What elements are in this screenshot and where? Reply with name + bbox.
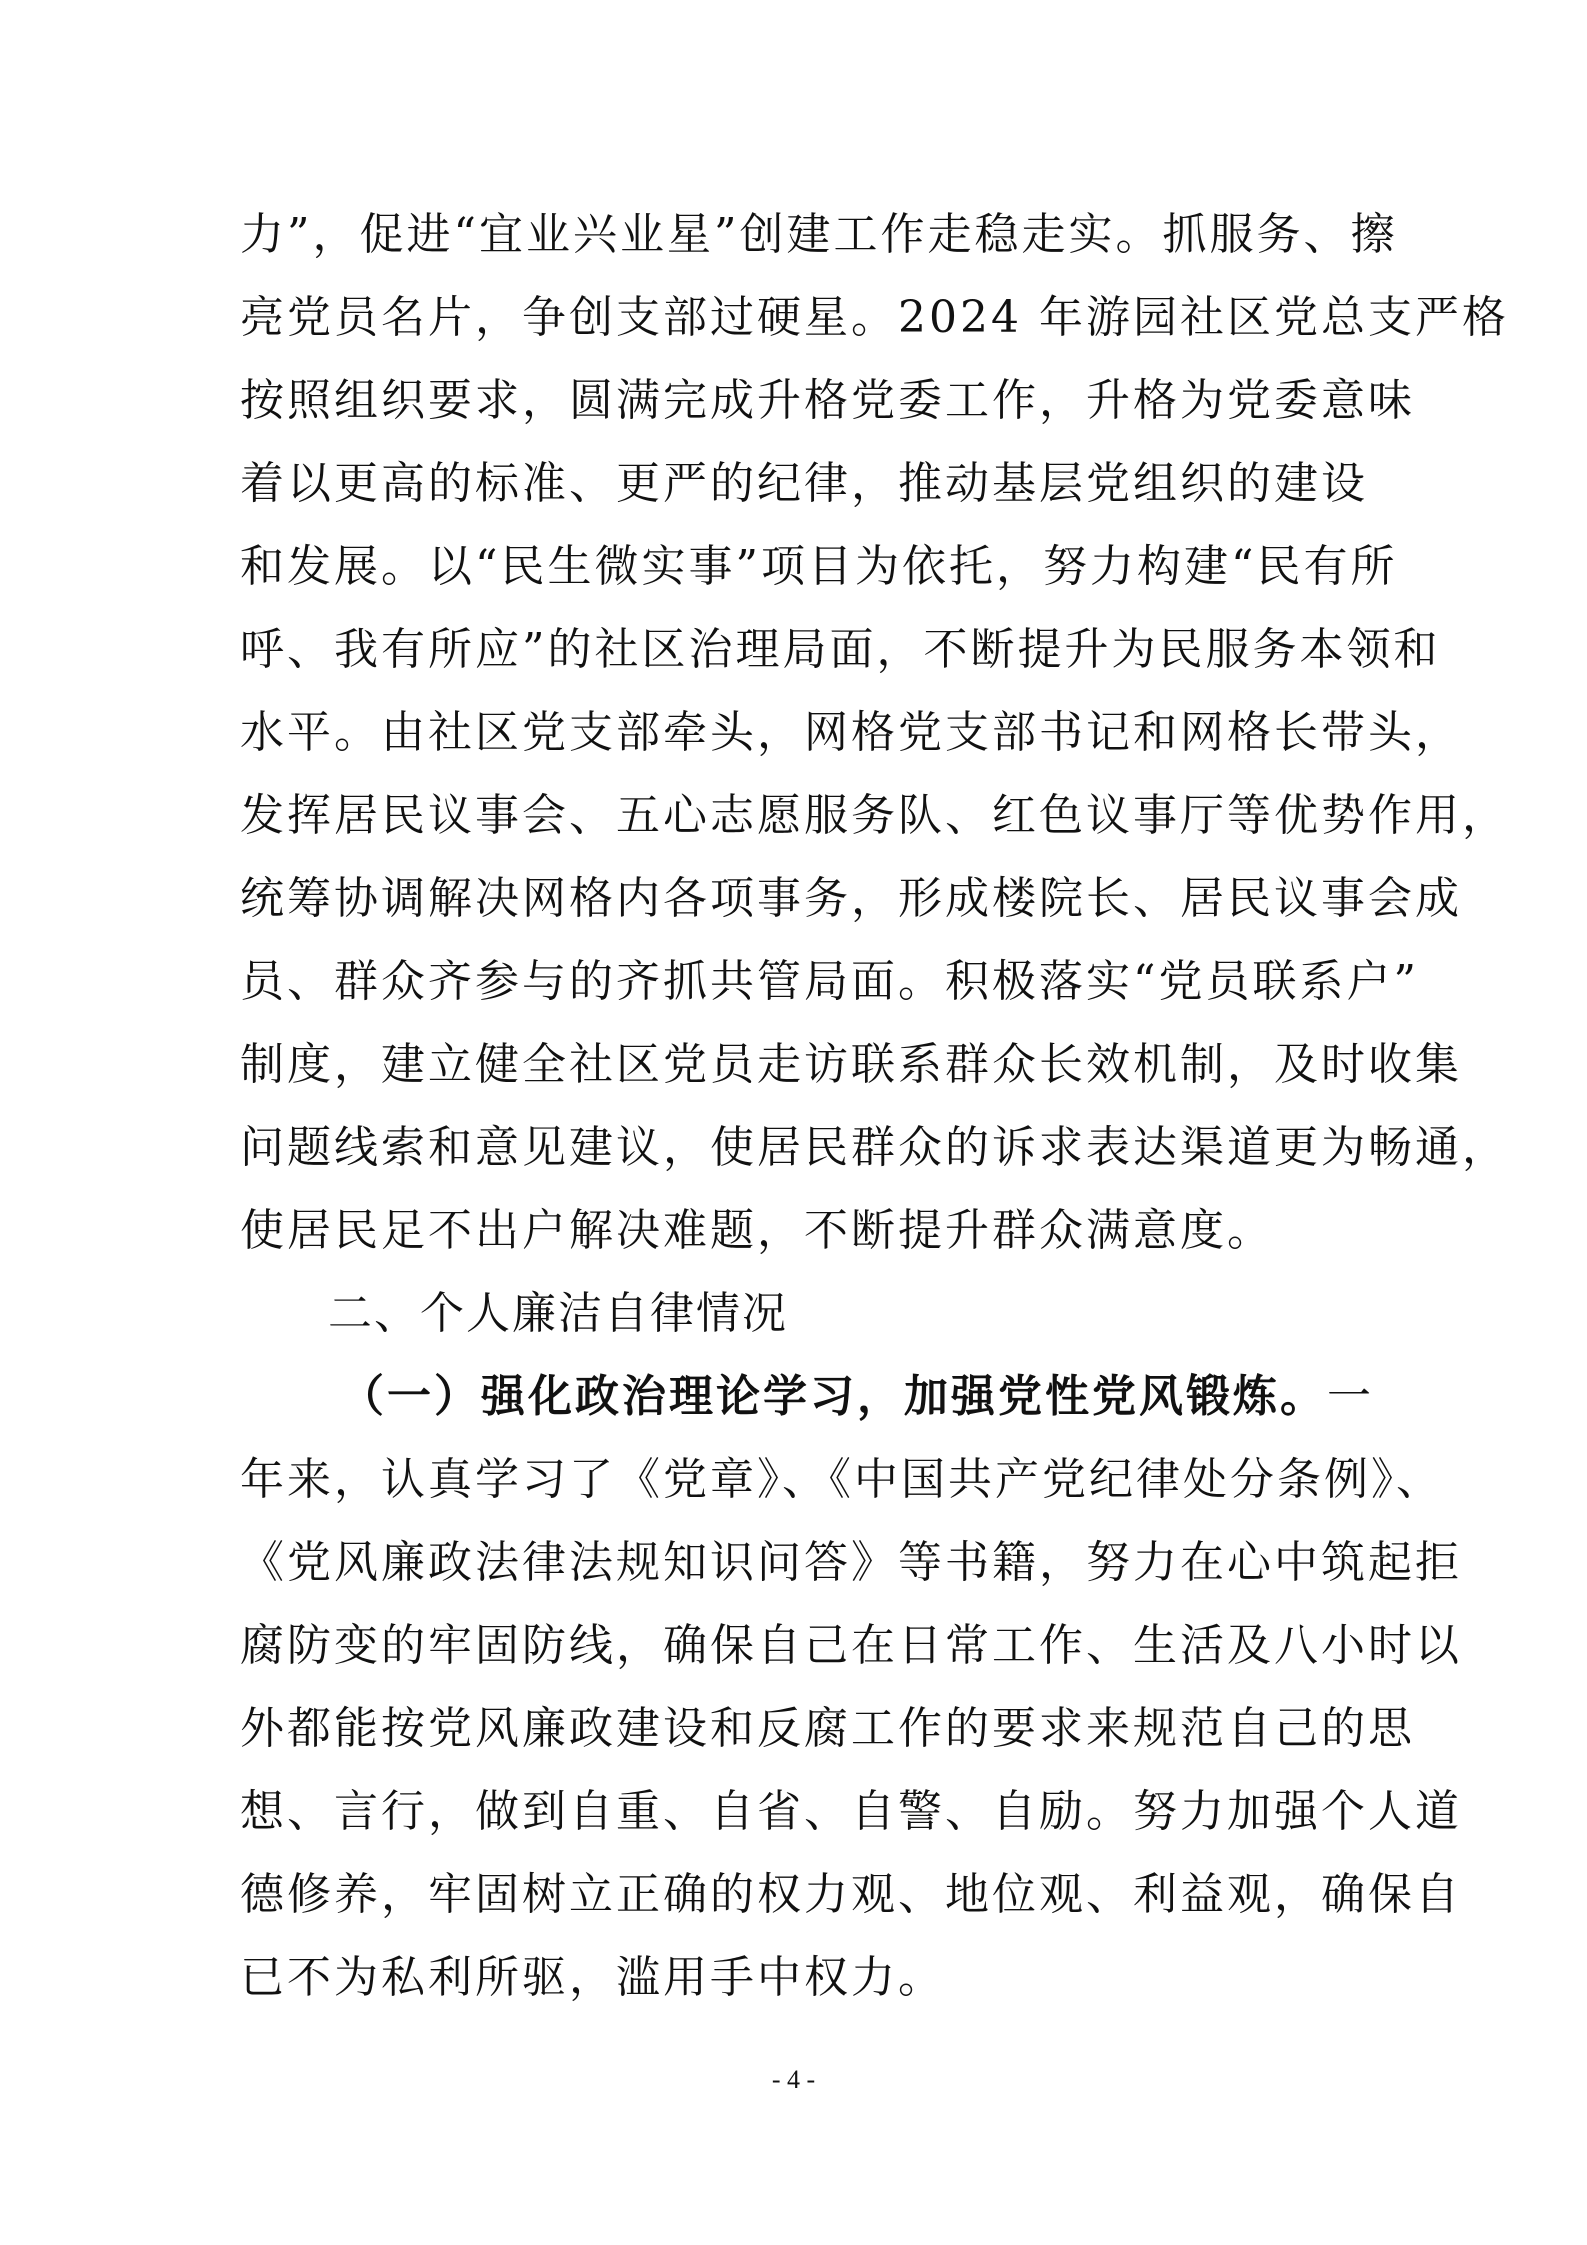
paragraph-line: 年来，认真学习了《党章》、《中国共产党纪律处分条例》、 bbox=[240, 1454, 1443, 1505]
paragraph-line: 和发展。以“民生微实事”项目为依托，努力构建“民有所 bbox=[240, 541, 1398, 592]
paragraph-line: 发挥居民议事会、五心志愿服务队、红色议事厅等优势作用， bbox=[240, 790, 1509, 841]
paragraph-line: 想、言行，做到自重、自省、自警、自励。努力加强个人道 bbox=[240, 1786, 1462, 1837]
paragraph-line: 统筹协调解决网格内各项事务，形成楼院长、居民议事会成 bbox=[240, 873, 1462, 924]
paragraph-line: 亮党员名片，争创支部过硬星。2024 年游园社区党总支严格 bbox=[240, 292, 1509, 343]
paragraph-line: 外都能按党风廉政建设和反腐工作的要求来规范自己的思 bbox=[240, 1703, 1415, 1754]
subsection-lead-tail: 一 bbox=[1327, 1371, 1374, 1422]
paragraph-line: 《党风廉政法律法规知识问答》等书籍，努力在心中筑起拒 bbox=[240, 1537, 1462, 1588]
paragraph-line: 问题线索和意见建议，使居民群众的诉求表达渠道更为畅通， bbox=[240, 1122, 1509, 1173]
page-number: - 4 - bbox=[771, 2065, 816, 2094]
section-heading: 二、个人廉洁自律情况 bbox=[328, 1288, 788, 1339]
subsection-heading: （一）强化政治理论学习，加强党性党风锻炼。 bbox=[340, 1371, 1327, 1422]
paragraph-line: 腐防变的牢固防线，确保自己在日常工作、生活及八小时以 bbox=[240, 1620, 1462, 1671]
subsection-lead-line bbox=[340, 1367, 1374, 1427]
paragraph-line: 德修养，牢固树立正确的权力观、地位观、利益观，确保自 bbox=[240, 1869, 1462, 1920]
paragraph-line: 力”，促进“宜业兴业星”创建工作走稳走实。抓服务、擦 bbox=[240, 209, 1398, 260]
paragraph-line: 制度，建立健全社区党员走访联系群众长效机制，及时收集 bbox=[240, 1039, 1462, 1090]
paragraph-line: 按照组织要求，圆满完成升格党委工作，升格为党委意味 bbox=[240, 375, 1415, 426]
paragraph-line: 呼、我有所应”的社区治理局面，不断提升为民服务本领和 bbox=[240, 624, 1441, 675]
paragraph-line: 已不为私利所驱，滥用手中权力。 bbox=[240, 1952, 945, 2003]
paragraph-line: 员、群众齐参与的齐抓共管局面。积极落实“党员联系户” bbox=[240, 956, 1419, 1007]
paragraph-line: 使居民足不出户解决难题，不断提升群众满意度。 bbox=[240, 1205, 1274, 1256]
paragraph-line: 着以更高的标准、更严的纪律，推动基层党组织的建设 bbox=[240, 458, 1368, 509]
paragraph-line: 水平。由社区党支部牵头，网格党支部书记和网格长带头， bbox=[240, 707, 1462, 758]
